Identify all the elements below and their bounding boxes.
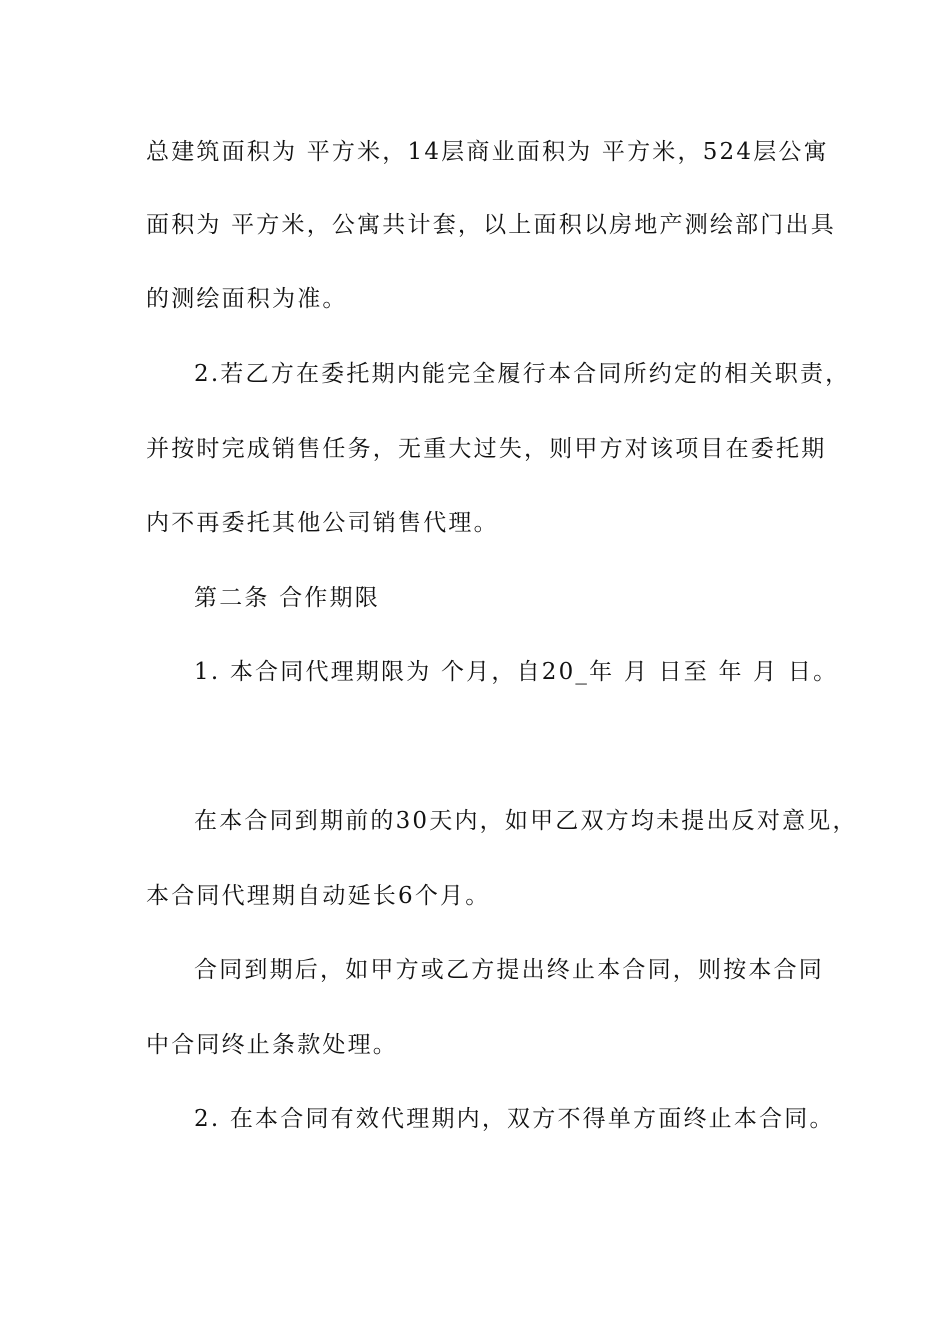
- text-line: 1. 本合同代理期限为 个月，自20_年 月 日至 年 月 日。: [194, 659, 839, 685]
- text-line: 中合同终止条款处理。: [146, 1032, 398, 1058]
- text-line: 2.若乙方在委托期内能完全履行本合同所约定的相关职责，: [194, 361, 851, 387]
- text-line: 2. 在本合同有效代理期内，双方不得单方面终止本合同。: [194, 1106, 835, 1132]
- text-line: 面积为 平方米，公寓共计套，以上面积以房地产测绘部门出具: [146, 212, 836, 238]
- text-line: 总建筑面积为 平方米，14层商业面积为 平方米，524层公寓: [146, 139, 829, 165]
- text-line: 合同到期后，如甲方或乙方提出终止本合同，则按本合同: [194, 957, 824, 983]
- text-line: 并按时完成销售任务，无重大过失，则甲方对该项目在委托期: [146, 436, 827, 462]
- text-line: 本合同代理期自动延长6个月。: [146, 883, 491, 909]
- text-line: 在本合同到期前的30天内，如甲乙双方均未提出反对意见，: [194, 808, 858, 834]
- text-line: 的测绘面积为准。: [146, 286, 348, 312]
- section-heading: 第二条 合作期限: [194, 585, 380, 611]
- text-line: 内不再委托其他公司销售代理。: [146, 510, 499, 536]
